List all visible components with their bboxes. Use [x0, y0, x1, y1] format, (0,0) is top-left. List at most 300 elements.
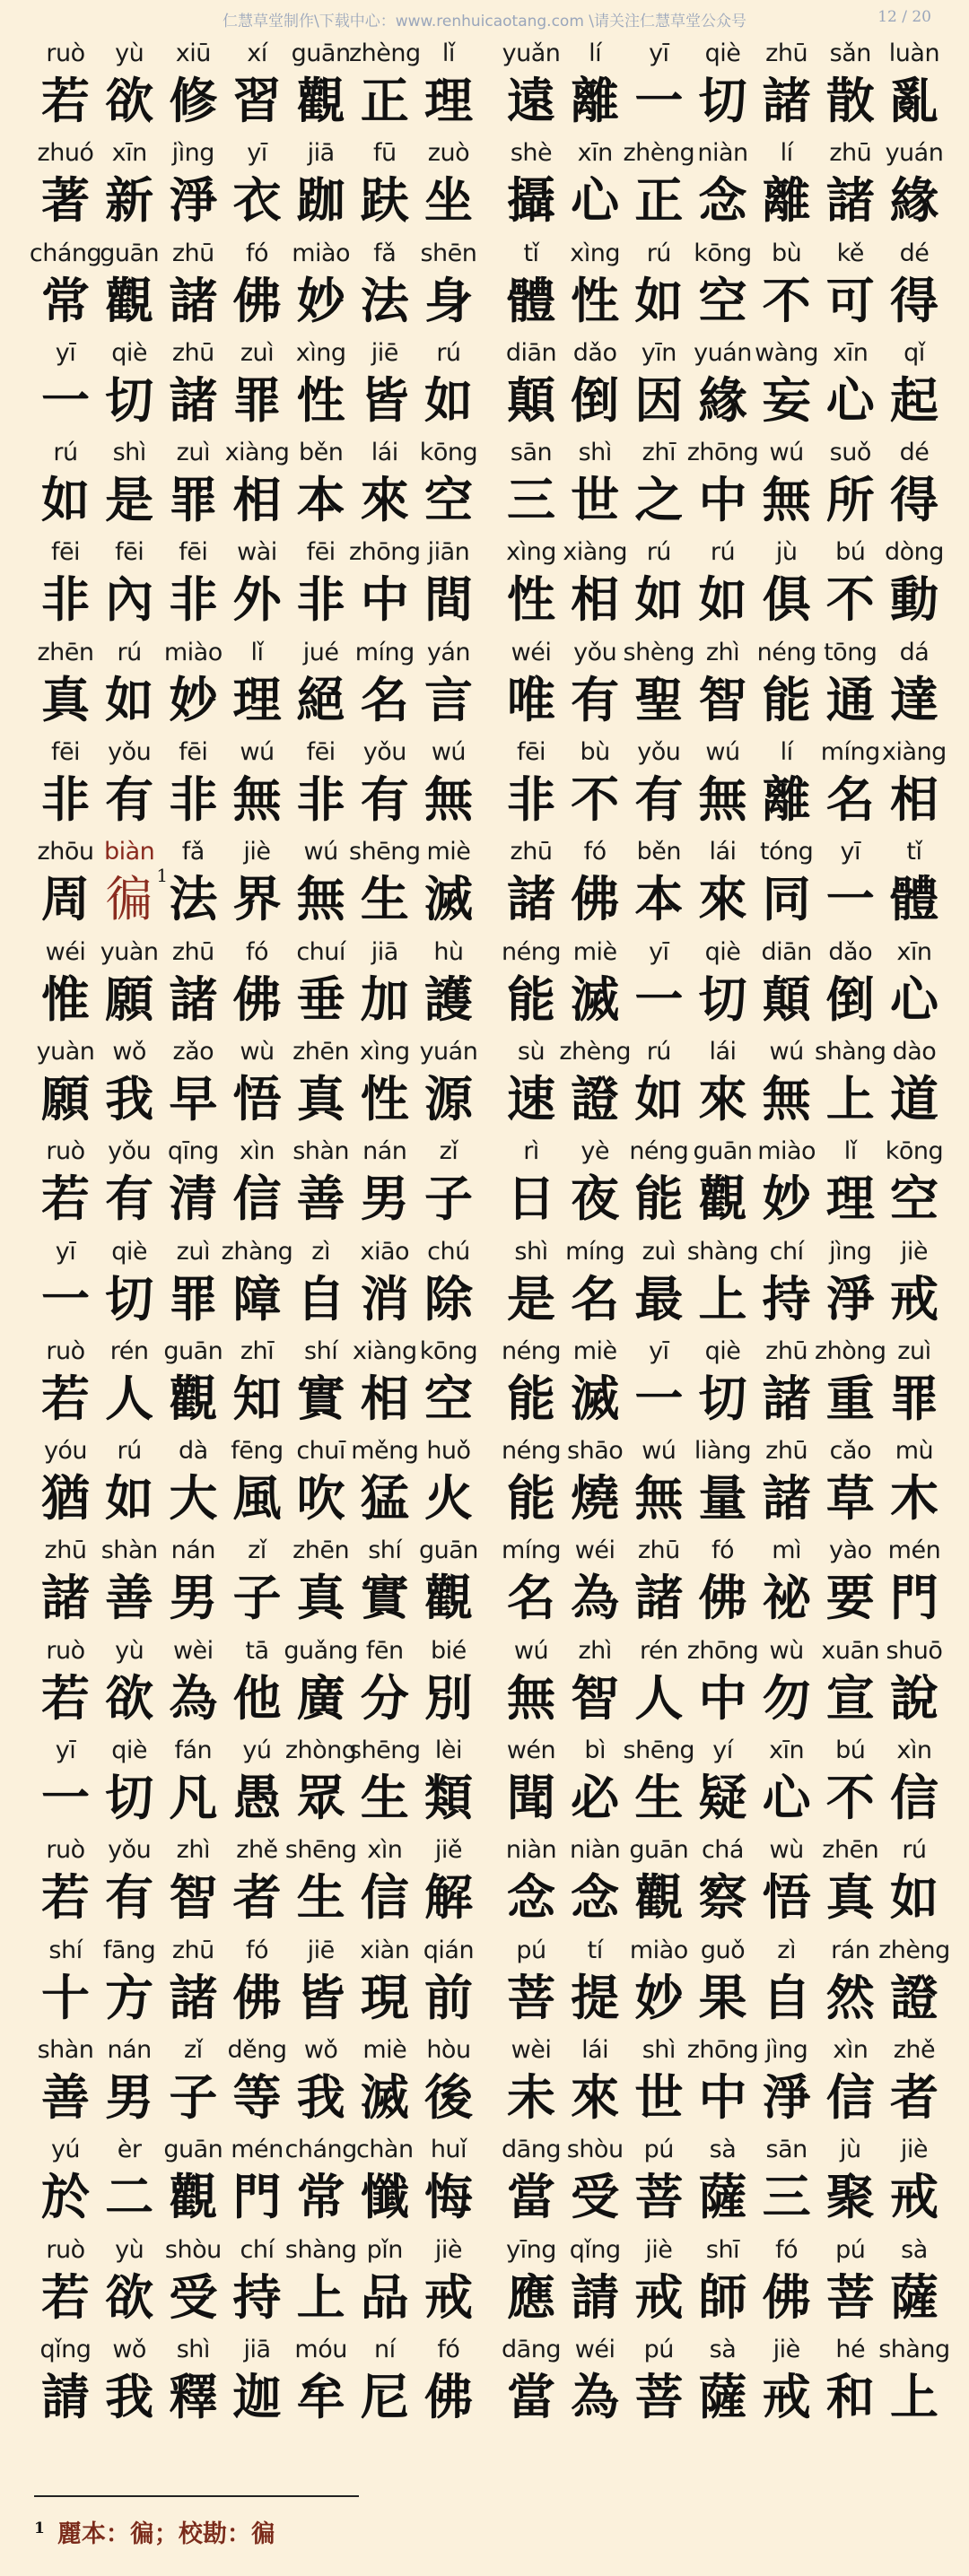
hanzi: 戒 [634, 2268, 684, 2326]
hanzi: 諸 [634, 1570, 684, 1627]
hanzi: 動 [889, 571, 938, 629]
pinyin: wàng [755, 338, 819, 367]
pinyin: guān [291, 39, 351, 67]
pinyin: zhèng [348, 39, 421, 67]
pinyin: ruò [46, 1137, 85, 1166]
character-cell [883, 1736, 946, 1836]
hanzi: 名 [360, 671, 409, 728]
pinyin: shuō [886, 1636, 943, 1665]
hanzi: 理 [423, 73, 473, 129]
pinyin: fó [711, 1536, 734, 1565]
pinyin: ruò [46, 1836, 85, 1865]
hanzi: 念 [571, 1869, 620, 1927]
hanzi: 習 [232, 73, 282, 129]
pinyin: cháng [284, 2136, 357, 2164]
pinyin: lǐ [250, 638, 264, 666]
pinyin: xīn [833, 338, 869, 367]
pinyin: fó [583, 838, 607, 866]
hanzi: 燒 [571, 1470, 620, 1527]
hanzi: 一 [634, 970, 684, 1028]
character-cell [883, 1437, 946, 1536]
pinyin: jìng [171, 139, 214, 168]
hanzi: 觀 [169, 2169, 218, 2226]
verse-line [500, 1836, 946, 1936]
hanzi: 衣 [232, 172, 282, 230]
hanzi: 相 [232, 472, 282, 529]
pinyin: guān [163, 2136, 223, 2164]
hanzi: 為 [571, 2368, 620, 2425]
hanzi: 觀 [634, 1869, 684, 1927]
pinyin: mén [887, 1536, 941, 1565]
verse-line [34, 1637, 480, 1736]
hanzi: 中 [698, 472, 747, 529]
hanzi: 未 [507, 2068, 555, 2126]
hanzi: 別 [423, 1669, 473, 1727]
pinyin: hòu [426, 2035, 471, 2064]
pinyin: míng [354, 638, 415, 666]
hanzi: 願 [105, 970, 154, 1028]
pinyin: wèi [172, 1636, 214, 1665]
hanzi: 知 [232, 1370, 282, 1427]
pinyin: biàn [104, 838, 155, 866]
verse-line [34, 938, 480, 1038]
pinyin: zhī [240, 1336, 275, 1365]
hanzi: 然 [825, 1969, 875, 2026]
pinyin: dǎo [572, 338, 617, 367]
pinyin: bú [835, 538, 866, 567]
hanzi: 男 [360, 1171, 409, 1228]
hanzi: 現 [360, 1969, 409, 2026]
hanzi: 遠 [507, 73, 555, 129]
pinyin: xuān [821, 1636, 880, 1665]
hanzi: 非 [169, 771, 218, 829]
pinyin: cháng [29, 239, 102, 267]
hanzi: 緣 [698, 371, 747, 429]
hanzi: 信 [825, 2068, 875, 2126]
pinyin: wú [642, 1437, 677, 1466]
hanzi: 必 [571, 1770, 620, 1827]
pinyin: néng [756, 638, 816, 666]
hanzi: 上 [825, 1070, 875, 1127]
hanzi: 廣 [296, 1669, 345, 1727]
pinyin: zhū [637, 1536, 680, 1565]
hanzi: 菩 [825, 2268, 875, 2326]
verse-line [500, 1536, 946, 1636]
hanzi: 諸 [507, 871, 555, 928]
pinyin: yī [247, 139, 267, 168]
pinyin: lái [371, 439, 398, 467]
pinyin: ruò [46, 1636, 85, 1665]
pinyin: yù [115, 1636, 144, 1665]
verse-line [34, 1536, 480, 1636]
pinyin: fó [245, 239, 268, 267]
pinyin: guān [418, 1536, 478, 1565]
pinyin: zhèng [559, 1037, 631, 1066]
hanzi: 實 [360, 1570, 409, 1627]
verse-line [34, 1437, 480, 1536]
hanzi: 為 [571, 1570, 620, 1627]
pinyin: xiàn [360, 1936, 410, 1964]
verse-line [500, 139, 946, 239]
pinyin: zhě [893, 2035, 936, 2064]
hanzi: 提 [571, 1969, 620, 2026]
hanzi: 上 [296, 2268, 345, 2326]
pinyin: shàng [686, 1237, 759, 1266]
pinyin: fēn [365, 1636, 404, 1665]
pinyin: yuǎn [502, 39, 561, 67]
hanzi: 有 [105, 1869, 154, 1927]
hanzi: 消 [360, 1270, 409, 1327]
hanzi: 身 [423, 272, 473, 329]
character-cell [417, 139, 480, 239]
pinyin: qǐng [39, 2335, 92, 2363]
pinyin: shè [510, 139, 553, 168]
pinyin: ruò [46, 39, 85, 67]
hanzi: 念 [507, 1869, 555, 1927]
hanzi: 界 [232, 871, 282, 928]
pinyin: sǎn [829, 39, 871, 67]
pinyin: wèi [511, 2035, 552, 2064]
pinyin: yǒu [573, 638, 617, 666]
hanzi: 名 [825, 771, 875, 829]
hanzi: 信 [360, 1869, 409, 1927]
hanzi: 切 [105, 1270, 154, 1327]
hanzi: 名 [507, 1570, 555, 1627]
hanzi: 量 [698, 1470, 747, 1527]
pinyin: fāng [103, 1936, 156, 1964]
pinyin: shì [176, 2335, 210, 2363]
hanzi: 如 [41, 472, 90, 529]
pinyin: xiàng [563, 538, 628, 567]
verse-line [500, 1137, 946, 1237]
hanzi: 如 [423, 371, 473, 429]
pinyin: shòu [164, 2235, 222, 2264]
pinyin: wéi [45, 937, 86, 966]
pinyin: rú [117, 1437, 142, 1466]
hanzi: 證 [571, 1070, 620, 1127]
hanzi: 來 [571, 2068, 620, 2126]
hanzi: 顛 [762, 970, 811, 1028]
pinyin: shì [514, 1237, 548, 1266]
hanzi: 解 [423, 1869, 473, 1927]
hanzi: 一 [825, 871, 875, 928]
character-cell [883, 2236, 946, 2336]
verse-line [500, 39, 946, 139]
pinyin: hù [433, 937, 464, 966]
pinyin: zì [777, 1936, 796, 1964]
hanzi: 得 [889, 472, 938, 529]
hanzi: 能 [507, 1370, 555, 1427]
pinyin: dá [899, 638, 930, 666]
pinyin: néng [502, 937, 561, 966]
hanzi: 猛 [360, 1470, 409, 1527]
hanzi: 垂 [296, 970, 345, 1028]
pinyin: lái [709, 1037, 737, 1066]
pinyin: wú [769, 1037, 804, 1066]
hanzi: 淨 [825, 1270, 875, 1327]
hanzi: 應 [507, 2268, 555, 2326]
hanzi: 菩 [634, 2368, 684, 2425]
pinyin: běn [636, 838, 681, 866]
hanzi: 諸 [169, 272, 218, 329]
pinyin: dà [178, 1437, 208, 1466]
pinyin: jiè [243, 838, 271, 866]
hanzi: 非 [507, 771, 555, 829]
pinyin: dé [899, 239, 930, 267]
character-cell [417, 1836, 480, 1936]
pinyin: zhēn [292, 1037, 350, 1066]
hanzi: 諸 [169, 1969, 218, 2026]
pinyin: miè [572, 1336, 617, 1365]
character-cell [417, 439, 480, 538]
hanzi: 火 [423, 1470, 473, 1527]
hanzi: 言 [423, 671, 473, 728]
hanzi: 心 [889, 970, 938, 1028]
hanzi: 他 [232, 1669, 282, 1727]
pinyin: lǐ [441, 39, 455, 67]
hanzi: 大 [169, 1470, 218, 1527]
hanzi: 切 [105, 371, 154, 429]
pinyin: qǐng [569, 2235, 621, 2264]
hanzi: 牟 [296, 2368, 345, 2425]
hanzi: 來 [698, 1070, 747, 1127]
pinyin: fēi [306, 538, 336, 567]
pinyin: fǎ [373, 239, 397, 267]
pinyin: yī [55, 338, 76, 367]
pinyin: shàng [878, 2335, 950, 2363]
hanzi: 性 [571, 272, 620, 329]
character-cell [883, 938, 946, 1038]
hanzi: 諸 [762, 73, 811, 129]
hanzi: 門 [889, 1570, 938, 1627]
pinyin: yī [840, 838, 861, 866]
hanzi: 源 [423, 1070, 473, 1127]
hanzi: 佛 [762, 2268, 811, 2326]
hanzi: 能 [762, 671, 811, 728]
hanzi: 愚 [232, 1770, 282, 1827]
pinyin: yán [426, 638, 470, 666]
pinyin: rú [902, 1836, 927, 1865]
hanzi: 攝 [507, 172, 555, 230]
pinyin: jiè [773, 2335, 800, 2363]
hanzi: 緣 [889, 172, 938, 230]
hanzi: 能 [634, 1171, 684, 1228]
verse-line [34, 538, 480, 638]
hanzi: 若 [41, 1669, 90, 1727]
hanzi: 跏 [296, 172, 345, 230]
pinyin: bù [580, 738, 610, 767]
pinyin: shàng [815, 1037, 886, 1066]
verse-line [34, 339, 480, 439]
hanzi: 能 [507, 1470, 555, 1527]
character-cell [417, 538, 480, 638]
pinyin: xìng [295, 338, 346, 367]
hanzi: 者 [232, 1869, 282, 1927]
hanzi: 所 [825, 472, 875, 529]
pinyin: wú [769, 439, 804, 467]
verse-line [34, 1137, 480, 1237]
character-cell [417, 2336, 480, 2435]
verse-line [500, 538, 946, 638]
hanzi: 無 [634, 1470, 684, 1527]
hanzi: 觀 [105, 272, 154, 329]
hanzi: 智 [698, 671, 747, 728]
pinyin: zhū [829, 139, 872, 168]
pinyin: zhū [171, 1936, 214, 1964]
character-cell [883, 838, 946, 937]
hanzi: 心 [571, 172, 620, 230]
hanzi: 佛 [232, 272, 282, 329]
pinyin: xìng [570, 239, 621, 267]
hanzi: 加 [360, 970, 409, 1028]
hanzi: 真 [296, 1070, 345, 1127]
verse-line [34, 139, 480, 239]
hanzi: 人 [105, 1370, 154, 1427]
hanzi: 法 [360, 272, 409, 329]
hanzi: 諸 [762, 1470, 811, 1527]
hanzi: 滅 [360, 2068, 409, 2126]
hanzi: 悟 [762, 1869, 811, 1927]
verse-line [29, 239, 480, 339]
pinyin: lí [780, 139, 793, 168]
pinyin: zhū [765, 1336, 808, 1365]
pinyin: wú [240, 738, 275, 767]
pinyin: rú [710, 538, 736, 567]
pinyin: zhì [176, 1836, 210, 1865]
hanzi: 實 [296, 1370, 345, 1427]
hanzi: 來 [360, 472, 409, 529]
verse-line [500, 2236, 946, 2336]
verse-line [34, 1936, 480, 2036]
hanzi: 觀 [698, 1171, 747, 1228]
pinyin: wù [769, 1836, 804, 1865]
hanzi: 之 [634, 472, 684, 529]
pinyin: chuí [296, 937, 345, 966]
footnote-reference: 1 [156, 865, 169, 887]
hanzi: 戒 [889, 1270, 938, 1327]
pinyin: pú [643, 2335, 674, 2363]
pinyin: kě [836, 239, 864, 267]
hanzi: 速 [507, 1070, 555, 1127]
pinyin: dāng [502, 2136, 561, 2164]
hanzi: 不 [762, 272, 811, 329]
pinyin: jiā [243, 2335, 271, 2363]
pinyin: tā [245, 1636, 269, 1665]
hanzi: 真 [825, 1869, 875, 1927]
pinyin: sān [510, 439, 553, 467]
left-verse-column [29, 39, 480, 2435]
hanzi: 罪 [169, 1270, 218, 1327]
pinyin: míng [501, 1536, 562, 1565]
pinyin: yù [115, 2235, 144, 2264]
pinyin: guǎng [284, 1636, 358, 1665]
pinyin: jìng [829, 1237, 872, 1266]
pinyin: pǐn [366, 2235, 403, 2264]
hanzi: 切 [105, 1770, 154, 1827]
pinyin: kōng [694, 239, 752, 267]
hanzi: 我 [105, 2368, 154, 2425]
hanzi: 佛 [571, 871, 620, 928]
hanzi: 者 [889, 2068, 938, 2126]
pinyin: huǐ [430, 2136, 467, 2164]
character-cell [883, 339, 946, 439]
pinyin: shòu [566, 2136, 624, 2164]
character-cell [417, 1736, 480, 1836]
pinyin: jiē [307, 1936, 335, 1964]
hanzi: 師 [698, 2268, 747, 2326]
hanzi: 木 [889, 1470, 938, 1527]
pinyin: xīn [896, 937, 932, 966]
hanzi: 聚 [825, 2169, 875, 2226]
pinyin: xiū [175, 39, 211, 67]
hanzi: 如 [634, 272, 684, 329]
hanzi: 非 [41, 571, 90, 629]
pinyin: dé [899, 439, 930, 467]
verse-line [34, 639, 480, 738]
hanzi: 諸 [825, 172, 875, 230]
pinyin: rén [639, 1636, 678, 1665]
hanzi: 受 [571, 2169, 620, 2226]
pinyin: xìn [833, 2035, 869, 2064]
pinyin: niàn [570, 1836, 621, 1865]
pinyin: wú [431, 738, 467, 767]
character-cell [417, 239, 480, 339]
pinyin: yuán [419, 1037, 478, 1066]
hanzi: 願 [41, 1070, 90, 1127]
pinyin: jué [302, 638, 339, 666]
pinyin: rú [646, 1037, 671, 1066]
pinyin: chí [240, 2235, 275, 2264]
hanzi: 切 [698, 1370, 747, 1427]
pinyin: qiè [704, 1336, 741, 1365]
pinyin: yóu [43, 1437, 88, 1466]
pinyin: xīn [769, 1736, 805, 1765]
hanzi: 勿 [762, 1669, 811, 1727]
pinyin: yǒu [108, 1137, 152, 1166]
hanzi: 修 [169, 73, 218, 129]
pinyin: zhèng [623, 139, 695, 168]
pinyin: rú [53, 439, 78, 467]
pinyin: wǒ [112, 2335, 146, 2363]
pinyin: dào [892, 1037, 937, 1066]
verse-line [34, 2036, 480, 2136]
hanzi: 前 [423, 1969, 473, 2026]
pinyin: wú [705, 738, 740, 767]
pinyin: zhū [44, 1536, 87, 1565]
character-cell [417, 2036, 480, 2136]
hanzi: 戒 [889, 2169, 938, 2226]
pinyin: wéi [574, 2335, 615, 2363]
pinyin: xiàng [352, 1336, 417, 1365]
verse-line [500, 639, 946, 738]
hanzi: 欲 [105, 73, 154, 129]
pinyin: zuì [642, 1237, 676, 1266]
hanzi: 性 [296, 371, 345, 429]
hanzi: 正 [360, 73, 409, 129]
pinyin: zhū [171, 239, 214, 267]
hanzi: 生 [360, 1770, 409, 1827]
hanzi: 名 [571, 1270, 620, 1327]
pinyin: fó [245, 937, 268, 966]
hanzi: 風 [232, 1470, 282, 1527]
pinyin: cǎo [829, 1437, 871, 1466]
pinyin: jìng [764, 2035, 808, 2064]
pinyin: fēi [50, 738, 81, 767]
hanzi: 法 [169, 871, 218, 928]
pinyin: tǐ [523, 239, 539, 267]
pinyin: wù [240, 1037, 275, 1066]
character-cell [883, 39, 946, 139]
